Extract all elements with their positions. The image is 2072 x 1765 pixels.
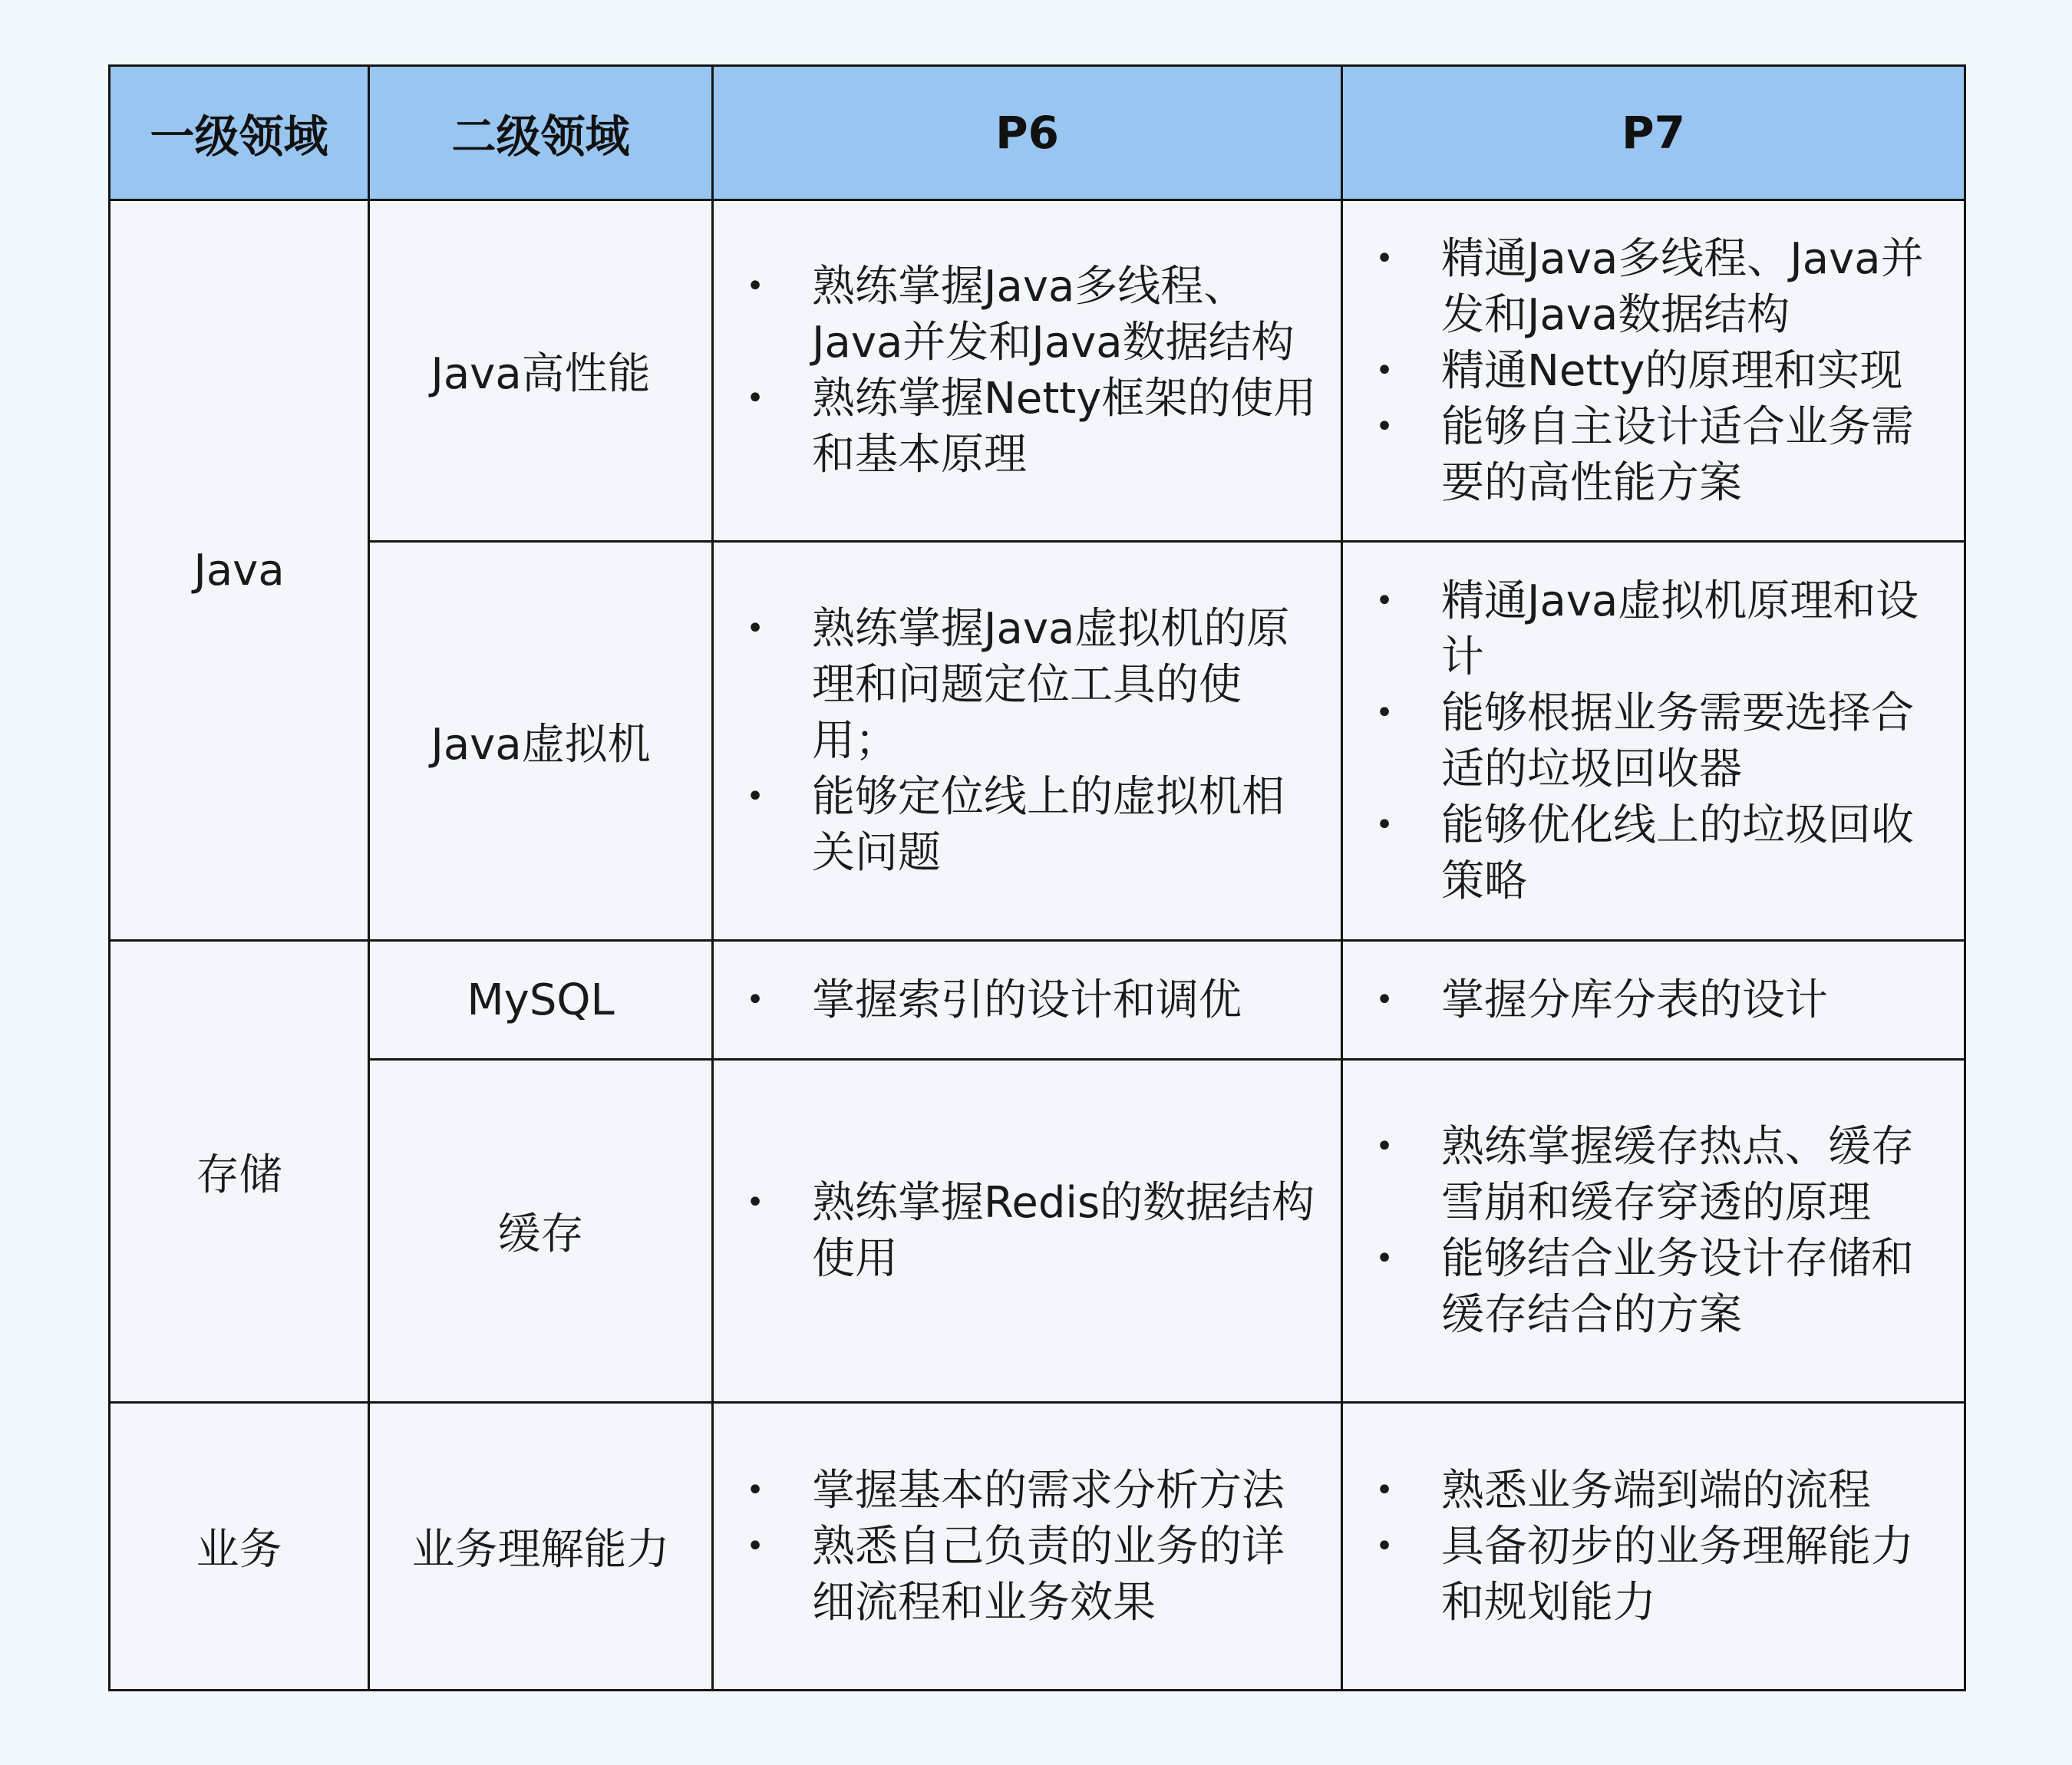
- list-item-text: 掌握分库分表的设计: [1441, 975, 1828, 1025]
- bullet-icon: •: [1375, 1129, 1394, 1164]
- header-p6: P6: [713, 66, 1342, 200]
- bullet-icon: •: [1375, 694, 1394, 731]
- subdomain-cell: 缓存: [369, 1060, 713, 1403]
- list-item-text: 掌握基本的需求分析方法: [812, 1465, 1285, 1516]
- bullet-icon: •: [1375, 408, 1394, 444]
- list-item: [1369, 685, 1941, 797]
- list-item: [740, 371, 1318, 483]
- bullet-icon: •: [1375, 582, 1394, 619]
- bullet-icon: •: [746, 1528, 764, 1564]
- list-item-text: 精通Netty的原理和实现: [1441, 345, 1903, 396]
- header-level2: 二级领域: [369, 66, 713, 200]
- p7-cell: [1342, 941, 1965, 1060]
- list-item-text: 能够优化线上的垃圾回收策略: [1441, 800, 1914, 906]
- list-item-text: 能够定位线上的虚拟机相关问题: [812, 772, 1285, 878]
- list-item-text: 掌握索引的设计和调优: [812, 975, 1242, 1025]
- bullet-icon: •: [746, 381, 764, 416]
- group-storage: 存储: [110, 941, 369, 1403]
- list-item-text: 精通Java多线程、Java并发和Java数据结构: [1441, 233, 1924, 340]
- bullet-icon: •: [746, 981, 764, 1018]
- header-row: [110, 66, 1965, 200]
- list-item-text: 熟悉自己负责的业务的详细流程和业务效果: [812, 1521, 1285, 1628]
- p6-cell: [713, 542, 1342, 941]
- list-item: [1369, 797, 1941, 909]
- table-row: [110, 542, 1965, 941]
- bullet-icon: •: [1375, 1472, 1394, 1508]
- bullet-icon: •: [1375, 240, 1394, 276]
- skill-matrix: [108, 64, 1964, 1691]
- list-item: [740, 1463, 1318, 1519]
- p6-list: [740, 1175, 1318, 1287]
- subdomain-cell: 业务理解能力: [369, 1403, 713, 1691]
- list-item: [1369, 1119, 1941, 1231]
- bullet-icon: •: [1375, 1528, 1394, 1564]
- p6-list: [740, 601, 1318, 881]
- header-level1: 一级领域: [110, 66, 369, 200]
- list-item-text: 熟练掌握Redis的数据结构使用: [812, 1178, 1315, 1284]
- list-item: [1369, 972, 1941, 1028]
- table-row: [110, 1060, 1965, 1403]
- list-item: [1369, 231, 1941, 343]
- p6-cell: [713, 941, 1342, 1060]
- list-item-text: 精通Java虚拟机原理和设计: [1441, 576, 1919, 682]
- list-item: [1369, 1463, 1941, 1519]
- list-item-text: 熟练掌握缓存热点、缓存雪崩和缓存穿透的原理: [1441, 1122, 1914, 1228]
- bullet-icon: •: [1375, 981, 1394, 1018]
- list-item-text: 能够根据业务需要选择合适的垃圾回收器: [1441, 688, 1914, 794]
- bullet-icon: •: [746, 269, 764, 304]
- p6-cell: [713, 200, 1342, 542]
- p7-cell: [1342, 542, 1965, 941]
- bullet-icon: •: [1375, 352, 1394, 388]
- list-item: [740, 601, 1318, 769]
- p7-list: [1369, 573, 1941, 909]
- list-item-text: 具备初步的业务理解能力和规划能力: [1441, 1521, 1914, 1628]
- table-row: [110, 200, 1965, 542]
- table-row: [110, 1403, 1965, 1691]
- list-item-text: 熟练掌握Netty框架的使用和基本原理: [812, 374, 1317, 480]
- p7-cell: [1342, 1403, 1965, 1691]
- p6-cell: [713, 1403, 1342, 1691]
- list-item: [740, 972, 1318, 1028]
- list-item: [1369, 343, 1941, 399]
- p6-cell: [713, 1060, 1342, 1403]
- list-item-text: 熟练掌握Java虚拟机的原理和问题定位工具的使用；: [812, 604, 1290, 766]
- p6-list: [740, 1463, 1318, 1631]
- bullet-icon: •: [746, 1472, 764, 1508]
- p6-list: [740, 259, 1318, 483]
- list-item: [740, 259, 1318, 371]
- header-p7: P7: [1342, 66, 1965, 200]
- subdomain-cell: Java高性能: [369, 200, 713, 542]
- list-item: [1369, 1519, 1941, 1631]
- list-item: [1369, 399, 1941, 511]
- list-item: [740, 1519, 1318, 1631]
- p7-cell: [1342, 1060, 1965, 1403]
- skill-table: [108, 64, 1966, 1691]
- list-item-text: 熟悉业务端到端的流程: [1441, 1465, 1871, 1516]
- list-item: [740, 1175, 1318, 1287]
- bullet-icon: •: [746, 779, 764, 814]
- p7-list: [1369, 231, 1941, 511]
- group-business: 业务: [110, 1403, 369, 1691]
- p7-list: [1369, 1463, 1941, 1631]
- list-item: [740, 769, 1318, 881]
- list-item-text: 熟练掌握Java多线程、Java并发和Java数据结构: [812, 262, 1295, 368]
- p7-list: [1369, 1119, 1941, 1343]
- bullet-icon: •: [1375, 807, 1394, 843]
- list-item-text: 能够结合业务设计存储和缓存结合的方案: [1441, 1234, 1914, 1340]
- table-row: [110, 941, 1965, 1060]
- bullet-icon: •: [1375, 1241, 1394, 1276]
- subdomain-cell: Java虚拟机: [369, 542, 713, 941]
- group-java: Java: [110, 200, 369, 941]
- subdomain-cell: MySQL: [369, 941, 713, 1060]
- bullet-icon: •: [746, 1185, 764, 1220]
- p7-list: [1369, 972, 1941, 1028]
- bullet-icon: •: [746, 611, 764, 646]
- list-item: [1369, 1231, 1941, 1343]
- list-item-text: 能够自主设计适合业务需要的高性能方案: [1441, 401, 1914, 508]
- list-item: [1369, 573, 1941, 685]
- p7-cell: [1342, 200, 1965, 542]
- p6-list: [740, 972, 1318, 1028]
